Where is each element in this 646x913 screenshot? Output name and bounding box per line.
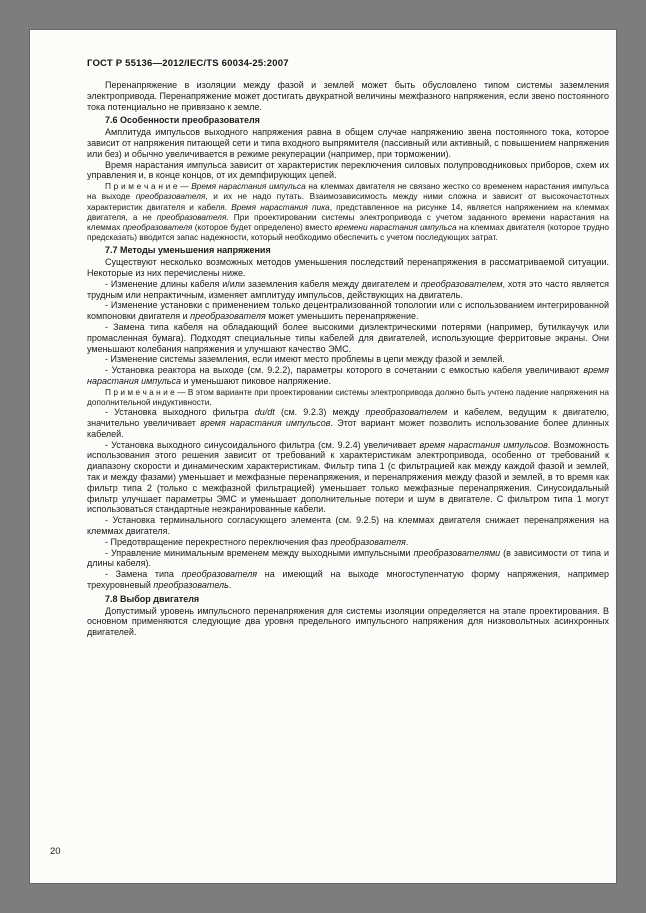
paragraph xyxy=(87,80,609,112)
paragraph xyxy=(87,160,609,182)
italic-text-run: преобразователь xyxy=(153,579,229,590)
text-run: 7.7 Методы уменьшения напряжения xyxy=(105,245,271,256)
paragraph xyxy=(87,606,609,638)
italic-text-run: Время нарастания пика xyxy=(231,201,330,212)
paragraph xyxy=(87,548,609,570)
section-heading xyxy=(87,594,609,605)
section-heading xyxy=(87,115,609,126)
text-run: Время нарастания импульса зависит от характеристик переключения силовых полупроводниковых приборов, схем их управления и, в конце концов, от их демпфирующих цепей. xyxy=(87,159,609,181)
italic-text-run: преобразователя xyxy=(135,191,206,202)
italic-text-run: преобразователя xyxy=(122,221,193,232)
document-page xyxy=(30,30,616,883)
paragraph xyxy=(87,365,609,387)
italic-text-run: время нарастания импульса xyxy=(87,365,609,386)
paragraph xyxy=(87,569,609,591)
text-run: Существуют несколько возможных методов уменьшения последствий перенапряжения в рассматриваемой ситуации. Некоторые из них перечислены ниже. xyxy=(87,257,609,278)
italic-text-run: преобразователя xyxy=(181,569,258,580)
italic-text-run: du/dt xyxy=(254,407,275,418)
text-run: Амплитуда импульсов выходного напряжения равна в общем случае напряжению звена постоянного тока, которое зависит от напряжения питающей сети и типа входного выпрямителя (пассивный или активный, с повышением напряжения или без) и обычно увеличивается в режиме рекуперации (например, при торможении). xyxy=(87,127,609,159)
italic-text-run: преобразователя xyxy=(190,311,266,322)
note-paragraph xyxy=(87,181,609,242)
italic-text-run: Время нарастания импульса xyxy=(191,181,306,192)
section-heading xyxy=(87,245,609,256)
text-run: П р и м е ч а н и е — В этом варианте при проектировании системы электропривода должно быть учтено падение напряжения на дополнительной индуктивности. xyxy=(87,386,609,407)
italic-text-run: время нарастания импульсов xyxy=(419,439,548,450)
text-run: на клеммах двигателя (которое трудно предсказать) вводится запас надежности, который необходимо обеспечить с учетом последующих затрат. xyxy=(87,221,609,243)
italic-text-run: преобразователем xyxy=(420,278,503,289)
text-run: П р и м е ч а н и е — xyxy=(105,181,192,192)
text-run: , хотя это часто является трудным или непрактичным, изменяет амплитуду импульсов, действующих на двигатель. xyxy=(87,278,609,300)
text-run: , и их не надо путать. Взаимозависимость между ними сложна и зависит от высокочастотных характеристик двигателя и кабеля. xyxy=(87,191,610,212)
note-paragraph xyxy=(87,387,609,407)
page-number: 20 xyxy=(50,846,61,857)
text-run: - Установка выходного синусоидального фильтра (см. 9.2.4) увеличивает xyxy=(105,439,420,450)
paragraph xyxy=(87,354,609,365)
text-run: - Изменение системы заземления, если имеют место проблемы в цепи между фазой и землей. xyxy=(105,354,505,365)
italic-text-run: преобразователя xyxy=(156,211,227,222)
paragraph xyxy=(87,537,609,548)
text-run: . При проектировании системы электропривода с учетом заданного времени нарастания на клеммах xyxy=(87,211,609,232)
paragraph xyxy=(87,127,609,159)
text-run: (в зависимости от типа и длины кабеля). xyxy=(87,547,609,569)
text-run: может уменьшить перенапряжение. xyxy=(265,311,419,322)
text-run: 7.6 Особенности преобразователя xyxy=(105,115,260,126)
paragraph xyxy=(87,257,609,279)
text-run: - Установка выходного фильтра xyxy=(105,407,255,418)
paragraph xyxy=(87,515,609,537)
paragraph xyxy=(87,322,609,354)
paragraph xyxy=(87,407,609,439)
text-run: - Изменение длины кабеля и/или заземления кабеля между двигателем и xyxy=(105,278,421,289)
text-run: - Изменение установки с применением только децентрализованной топологии или с использованием интегрированной компоновки двигателя и xyxy=(87,300,609,322)
document-header: ГОСТ Р 55136—2012/IEC/TS 60034-25:2007 xyxy=(87,58,289,69)
text-run: - Предотвращение перекрестного переключения фаз xyxy=(105,536,331,547)
paragraph xyxy=(87,279,609,301)
text-run: - Установка терминального согласующего элемента (см. 9.2.5) на клеммах двигателя снижает перенапряжения на клеммах двигателя. xyxy=(87,515,609,536)
italic-text-run: времени нарастания импульса xyxy=(334,221,457,232)
paragraph xyxy=(87,440,609,516)
italic-text-run: преобразователя xyxy=(330,536,406,547)
text-run: (см. 9.2.3) между xyxy=(274,407,366,418)
italic-text-run: преобразователем xyxy=(365,407,448,418)
text-run: . xyxy=(228,579,232,590)
text-run: . Возможность использования этого решения зависит от требований к характеристикам электропривода, особенно от требований к диапазону скорости и динамическим характеристикам. Фильтр типа 1 (с фильтрацией как между каждой фазой и землей, так и между фазами) уменьшает и межфазные перенапряжения, и перенапряжения между фазой и землей, в то время как фильтр типа 2 (только с межфазной фильтрацией) уменьшает только межфазные перенапряжения. Синусоидальный фильтр улучшает параметры ЭМС и уменьшает дополнительные потери и шум в двигателе. С фильтром типа 1 могут использоваться стандартные неэкранированные кабели. xyxy=(87,439,609,515)
text-run: - Установка реактора на выходе (см. 9.2.2), параметры которого в сочетании с емкостью кабеля увеличивают xyxy=(105,365,584,376)
italic-text-run: время нарастания импульсов xyxy=(200,417,331,428)
italic-text-run: преобразователями xyxy=(413,547,501,558)
text-run: - Замена типа кабеля на обладающий более высокими диэлектрическими потерями (например, бутилкаучук или промасленная бумага). Подходят специальные типы кабелей для двигателей, использующие ферритовые экраны. Они уменьшают колебания напряжения и улучшают качество ЭМС. xyxy=(87,321,609,354)
text-run: - Замена типа xyxy=(105,569,182,580)
text-run: на имеющий на выходе многоступенчатую форму напряжения, например трехуровневый xyxy=(87,569,610,590)
text-run: на клеммах двигателя не связано жестко со временем нарастания импульса на выходе xyxy=(87,181,609,202)
document-content xyxy=(87,80,609,638)
text-run: . Этот вариант может позволить использование более длинных кабелей. xyxy=(87,417,609,439)
text-run: Допустимый уровень импульсного перенапряжения для системы изоляции определяется на этапе проектирования. В основном применяются следующие два уровня предельного импульсного напряжения для низковольтных асинхронных двигателей. xyxy=(87,605,609,638)
text-run: . xyxy=(405,536,409,547)
text-run: Перенапряжение в изоляции между фазой и землей может быть обусловлено типом системы заземления электропривода. Перенапряжение может достигать двукратной величины межфазного напряжения, если звено постоянного тока потенциально не привязано к земле. xyxy=(87,80,609,112)
text-run: и уменьшают пиковое напряжение. xyxy=(180,375,331,386)
text-run: - Управление минимальным временем между выходными импульсными xyxy=(105,547,414,558)
text-run: (которое будет определено) вместо xyxy=(192,221,335,232)
text-run: 7.8 Выбор двигателя xyxy=(105,593,200,604)
paragraph xyxy=(87,300,609,322)
text-run: , представленное на рисунке 14, является напряжением на клеммах двигателя, а не xyxy=(87,201,610,222)
text-run: и кабелем, ведущим к двигателю, значительно увеличивает xyxy=(87,407,609,428)
